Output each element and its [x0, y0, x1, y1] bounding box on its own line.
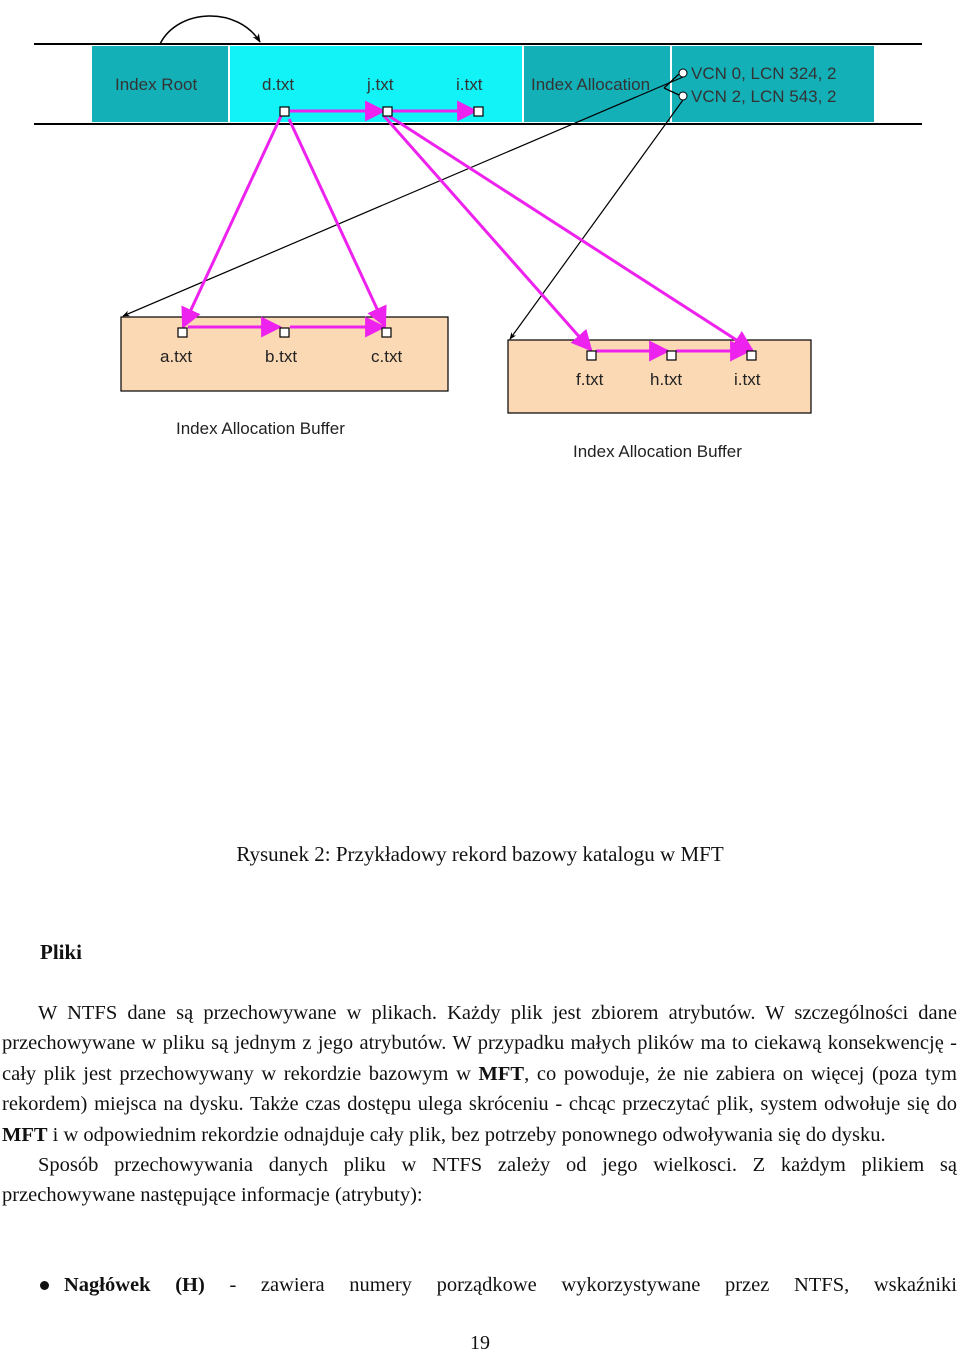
mft-directory-diagram — [0, 0, 960, 470]
right-entry-i: i.txt — [734, 370, 761, 389]
right-entry-h: h.txt — [650, 370, 683, 389]
root-to-entries-arrow — [160, 16, 260, 44]
para1-text-1: W NTFS dane są przechowywane w plikach. Każdy plik jest zbiorem atrybutów. W szczególności dane przechowywane w pliku są jednym z jego atrybutów. W przypadku małych plików ma to ciekawą konsekwencję - cały plik jest przechowywany w rekordzie bazowym w — [2, 1002, 957, 1085]
para1-bold-mft-1: MFT — [478, 1062, 525, 1085]
para1-bold-mft-2: MFT — [2, 1123, 48, 1146]
para1-text-2: , co powoduje, że nie zabiera on więcej (poza tym rekordem) miejsca na dysku. Także czas dostępu ulega skróceniu - chcąc przeczytać plik, system odwołuje się do — [2, 1062, 957, 1116]
run-1: VCN 0, LCN 324, 2 — [691, 64, 837, 83]
bullet-term: Nagłówek (H) — [64, 1274, 205, 1296]
body-paragraph-1 — [2, 998, 957, 1211]
section-heading: Pliki — [40, 940, 83, 964]
right-buffer-label: Index Allocation Buffer — [573, 442, 742, 461]
run-2-pointer — [510, 100, 683, 339]
entry-i-txt: i.txt — [456, 75, 483, 94]
run-1-dot — [679, 69, 687, 77]
page-number: 19 — [470, 1332, 490, 1354]
left-entry-c: c.txt — [371, 347, 403, 366]
entry-j-txt: j.txt — [367, 75, 394, 94]
bullet-text — [64, 1270, 957, 1300]
index-allocation-label: Index Allocation — [531, 75, 651, 94]
left-entry-b: b.txt — [265, 347, 298, 366]
left-entry-a: a.txt — [160, 347, 193, 366]
run-2: VCN 2, LCN 543, 2 — [691, 87, 837, 106]
runs-cell — [672, 46, 874, 122]
run-2-dot — [679, 92, 687, 100]
magenta-pointers — [183, 111, 752, 351]
body-paragraph-2: Sposób przechowywania danych pliku w NTFS zależy od jego wielkosci. Z każdym plikiem są przechowywane następujące informacje (atrybuty): — [2, 1154, 957, 1207]
bullet-description: - zawiera numery porządkowe wykorzystywane przez NTFS, wskaźniki — [204, 1274, 957, 1296]
right-entry-f: f.txt — [576, 370, 604, 389]
figure-caption: Rysunek 2: Przykładowy rekord bazowy katalogu w MFT — [236, 842, 724, 866]
para1-text-3: i w odpowiednim rekordzie odnajduje cały plik, bez potrzeby ponownego odwoływania się do dysku. — [47, 1123, 886, 1146]
index-root-label: Index Root — [115, 75, 198, 94]
left-buffer-label: Index Allocation Buffer — [176, 419, 345, 438]
bullet-dot — [40, 1281, 49, 1290]
entry-d-txt: d.txt — [262, 75, 295, 94]
